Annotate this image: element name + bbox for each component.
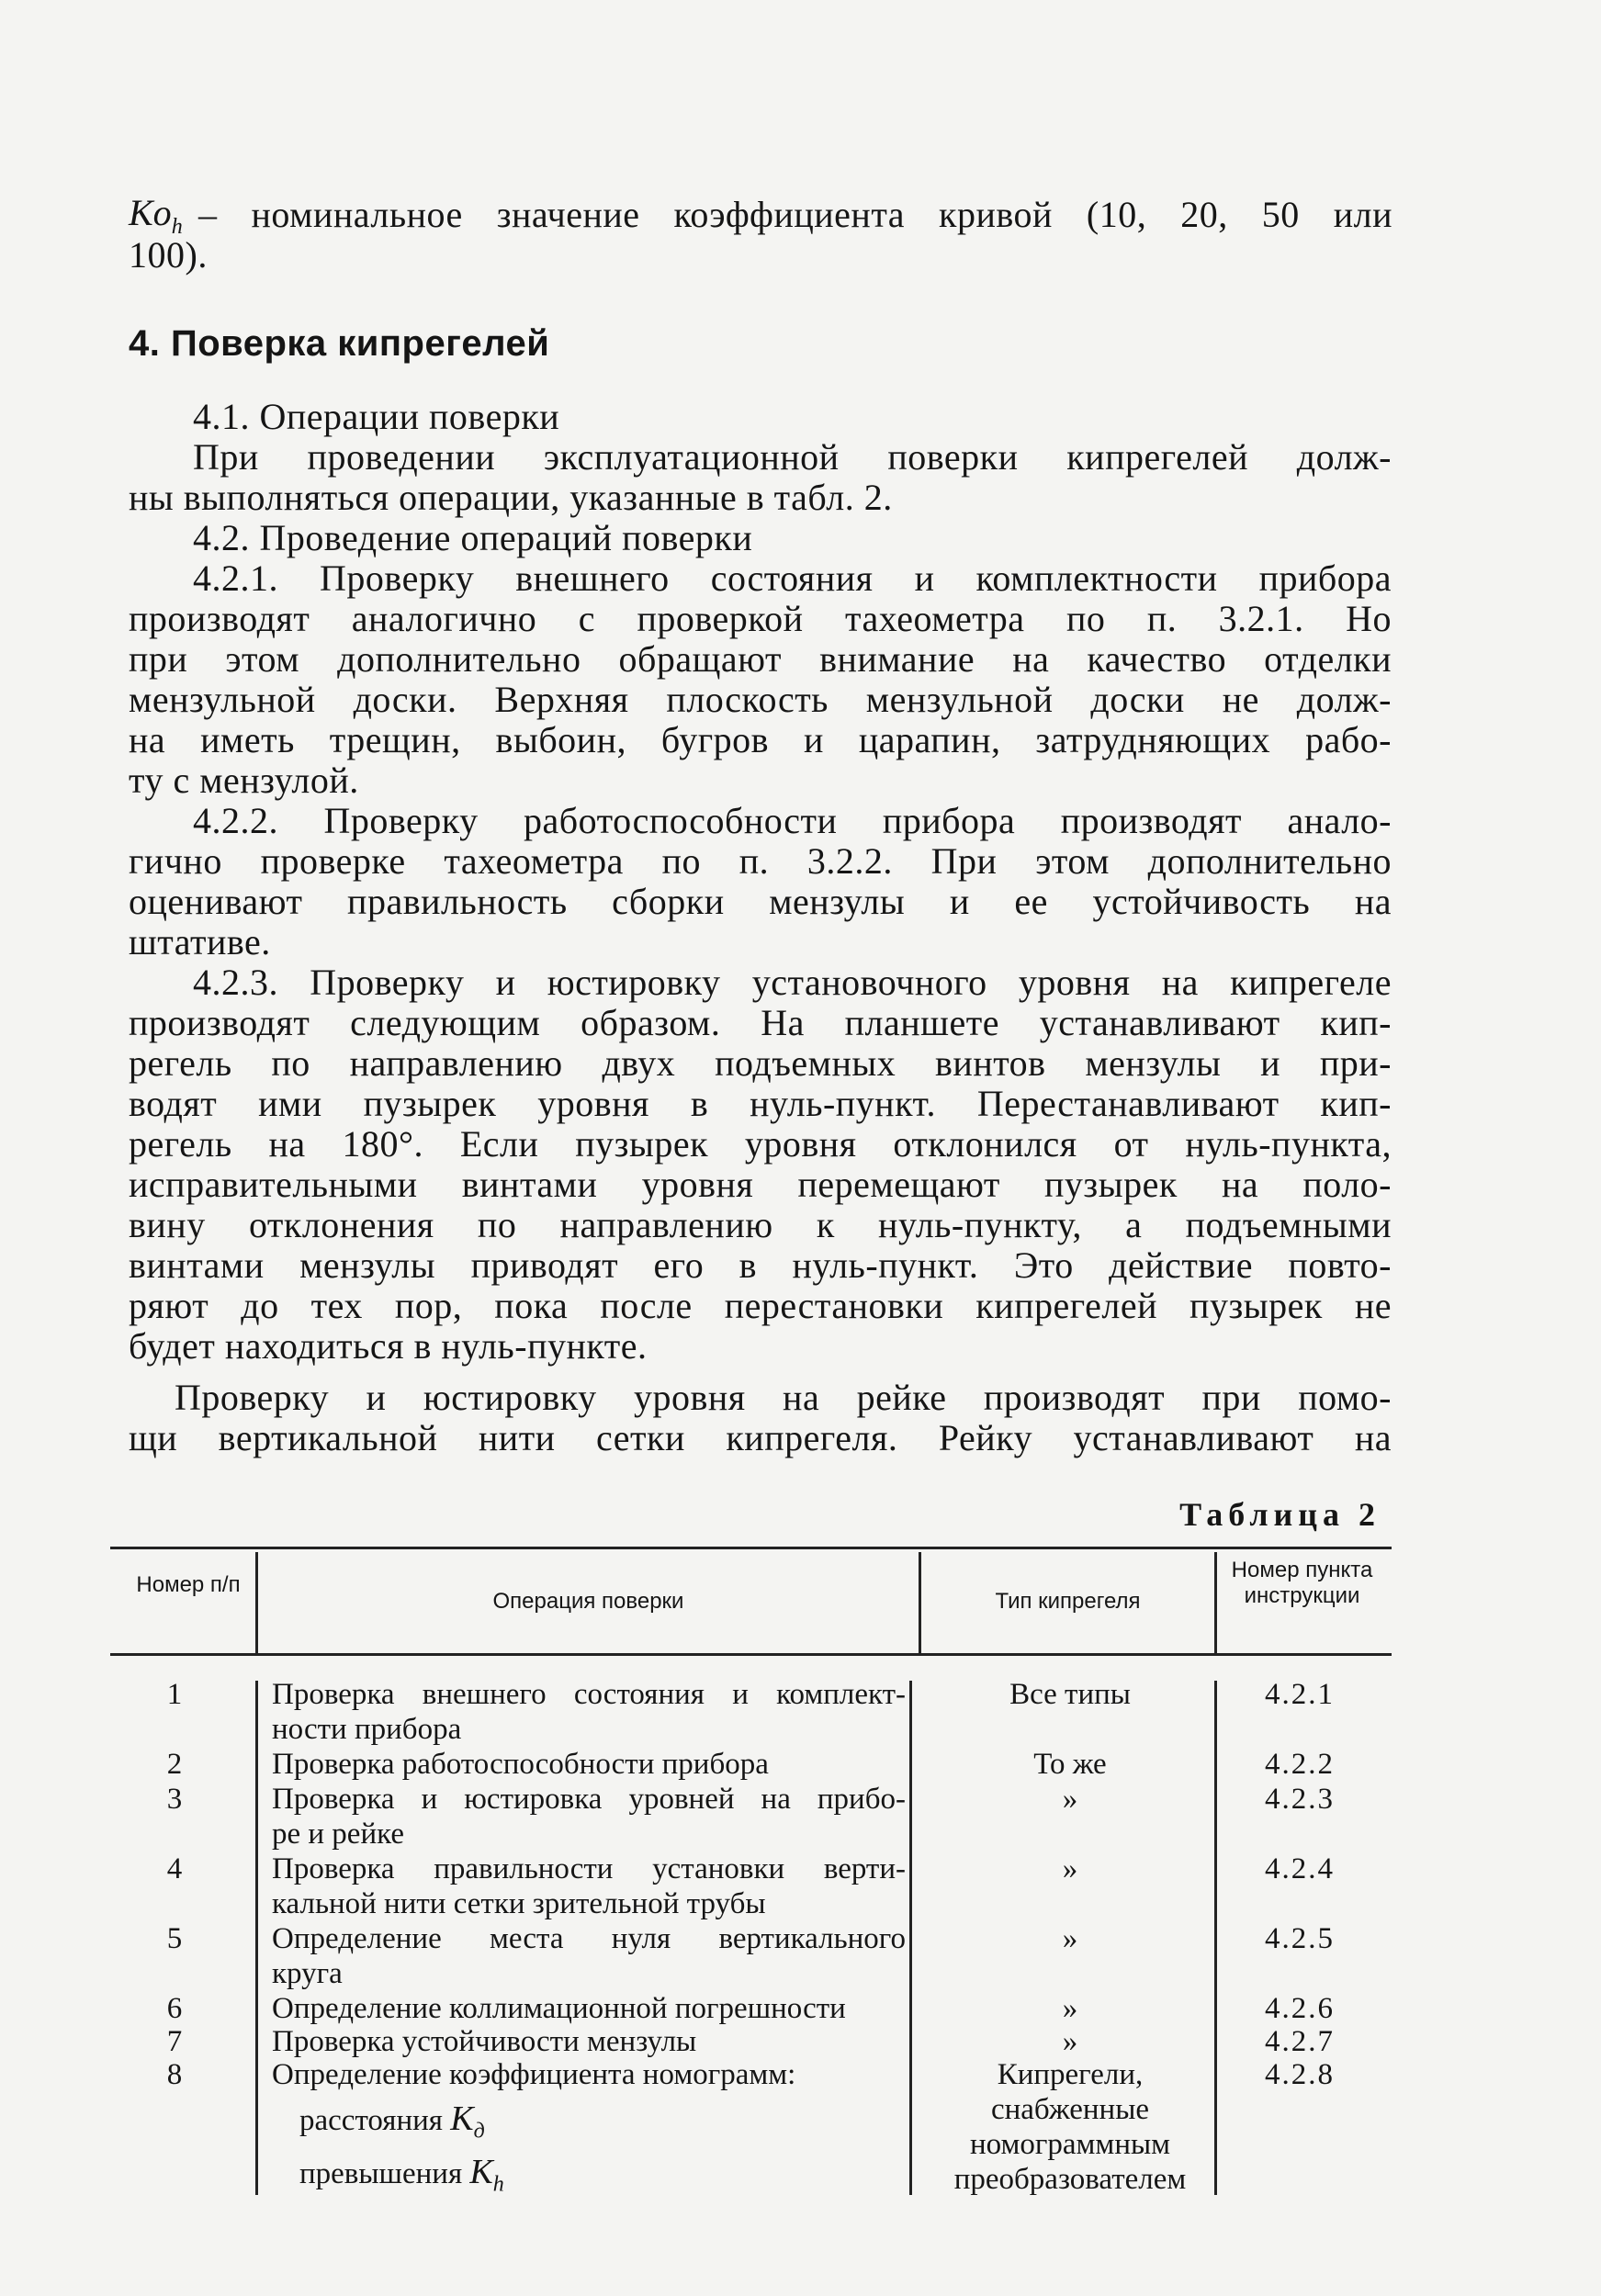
row-operation: Проверка устойчивости мензулы <box>272 2025 697 2058</box>
row-number: 1 <box>166 1678 183 1711</box>
row-number: 6 <box>166 1992 183 2025</box>
paragraph-line: мензульной доски. Верхняя плоскость мензульной доски не долж- <box>129 679 1392 720</box>
paragraph-line: исправительными винтами уровня перемещают пузырек на поло- <box>129 1164 1392 1205</box>
paragraph-line: 4.2.3. Проверку и юстировку установочного уровня на кипрегеле <box>193 962 1392 1003</box>
k-elevation-symbol: $K_h$ <box>469 2153 504 2197</box>
row-point: 4.2.6 <box>1265 1992 1335 2025</box>
row-point: 4.2.1 <box>1265 1678 1335 1711</box>
row-point: 4.2.5 <box>1265 1922 1335 1955</box>
row-operation-cont: ре и рейке <box>272 1818 404 1851</box>
paragraph-line: 4.2.2. Проверку работоспособности прибора производят анало- <box>193 800 1392 841</box>
row-number: 5 <box>166 1922 183 1955</box>
paragraph-line: производят следующим образом. На планшете устанавливают кип- <box>129 1002 1392 1043</box>
koh-definition-cont: 100). <box>129 234 208 276</box>
row-point: 4.2.2 <box>1265 1748 1335 1781</box>
row-type-cont: снабженные <box>990 2093 1150 2126</box>
koh-symbol: $Ko_h$ <box>129 192 183 239</box>
row-number: 7 <box>166 2025 183 2058</box>
paragraph-line: штативе. <box>129 921 271 962</box>
row-type: » <box>1062 1992 1078 2025</box>
sub-operation-elevation: превышения $K_h$ <box>299 2153 504 2197</box>
row-number: 2 <box>166 1748 183 1781</box>
row-type: » <box>1062 1852 1078 1885</box>
paragraph-line: будет находиться в нуль-пункте. <box>129 1325 648 1367</box>
row-point: 4.2.7 <box>1265 2025 1335 2058</box>
header-number: Номер п/п <box>136 1572 241 1597</box>
row-type: » <box>1062 2025 1078 2058</box>
row-operation: Определение места нуля вертикального <box>272 1922 906 1955</box>
paragraph-line: При проведении эксплуатационной поверки кипрегелей долж- <box>193 436 1392 478</box>
section-heading: 4. Поверка кипрегелей <box>129 323 550 364</box>
row-operation: Проверка и юстировка уровней на прибо- <box>272 1783 906 1816</box>
paragraph-line: 4.2.1. Проверку внешнего состояния и комплектности прибора <box>193 557 1392 599</box>
paragraph-line: водят ими пузырек уровня в нуль-пункт. Перестанавливают кип- <box>129 1083 1392 1124</box>
paragraph-line: Проверку и юстировку уровня на рейке производят при помо- <box>175 1377 1392 1418</box>
row-number: 4 <box>166 1852 183 1885</box>
row-point: 4.2.4 <box>1265 1852 1335 1885</box>
row-type: Кипрегели, <box>997 2058 1144 2091</box>
row-operation: Проверка правильности установки верти- <box>272 1852 906 1885</box>
paragraph-line: ряют до тех пор, пока после перестановки кипрегелей пузырек не <box>129 1285 1392 1326</box>
sub-operation-distance: расстояния $K_д$ <box>299 2099 485 2144</box>
row-operation-cont: круга <box>272 1957 343 1990</box>
row-type-cont: преобразователем <box>953 2163 1187 2196</box>
row-operation-cont: ности прибора <box>272 1713 462 1746</box>
header-type: Тип кипрегеля <box>995 1589 1141 1614</box>
row-type: » <box>1062 1922 1078 1955</box>
row-type-cont: номограммным <box>969 2128 1171 2161</box>
paragraph-line: гично проверке тахеометра по п. 3.2.2. При этом дополнительно <box>129 840 1392 882</box>
row-number: 3 <box>166 1783 183 1816</box>
koh-definition: – номинальное значение коэффициента кривой (10, 20, 50 или <box>198 194 1392 235</box>
row-operation: Определение коллимационной погрешности <box>272 1992 846 2025</box>
paragraph-line: вину отклонения по направлению к нуль-пункту, а подъемными <box>129 1204 1392 1245</box>
paragraph-line: регель на 180°. Если пузырек уровня отклонился от нуль-пункта, <box>129 1123 1392 1165</box>
header-point: Номер пункта инструкции <box>1231 1558 1373 1608</box>
paragraph-line: 4.1. Операции поверки <box>193 396 560 437</box>
table-col-divider <box>255 1681 258 2195</box>
row-type: » <box>1062 1783 1078 1816</box>
row-point: 4.2.8 <box>1265 2058 1335 2091</box>
row-operation: Проверка работоспособности прибора <box>272 1748 769 1781</box>
row-type: То же <box>1033 1748 1107 1781</box>
paragraph-line: на иметь трещин, выбоин, бугров и царапин, затрудняющих рабо- <box>129 719 1392 760</box>
row-operation-cont: кальной нити сетки зрительной трубы <box>272 1887 766 1920</box>
paragraph-line: регель по направлению двух подъемных винтов мензулы и при- <box>129 1042 1392 1084</box>
row-operation: Проверка внешнего состояния и комплект- <box>272 1678 906 1711</box>
paragraph-line: производят аналогично с проверкой тахеометра по п. 3.2.1. Но <box>129 598 1392 639</box>
paragraph-line: щи вертикальной нити сетки кипрегеля. Рейку устанавливают на <box>129 1417 1392 1458</box>
row-type: Все типы <box>1009 1678 1131 1711</box>
paragraph-line: при этом дополнительно обращают внимание на качество отделки <box>129 638 1392 680</box>
paragraph-line: 4.2. Проведение операций поверки <box>193 517 753 558</box>
k-distance-symbol: $K_д$ <box>450 2099 485 2144</box>
paragraph-line: ту с мензулой. <box>129 760 359 801</box>
row-point: 4.2.3 <box>1265 1783 1335 1816</box>
paragraph-line: ны выполняться операции, указанные в табл. 2. <box>129 477 893 518</box>
paragraph-line: оценивают правильность сборки мензулы и ее устойчивость на <box>129 881 1392 922</box>
header-operation: Операция поверки <box>492 1589 684 1614</box>
row-number: 8 <box>166 2058 183 2091</box>
table-col-divider <box>909 1681 912 2195</box>
paragraph-line: винтами мензулы приводят его в нуль-пункт. Это действие повто- <box>129 1244 1392 1286</box>
table-header-rule <box>110 1653 1392 1656</box>
table-caption: Таблица 2 <box>1179 1496 1381 1533</box>
table-top-rule <box>110 1547 1392 1549</box>
row-operation: Определение коэффициента номограмм: <box>272 2058 796 2091</box>
